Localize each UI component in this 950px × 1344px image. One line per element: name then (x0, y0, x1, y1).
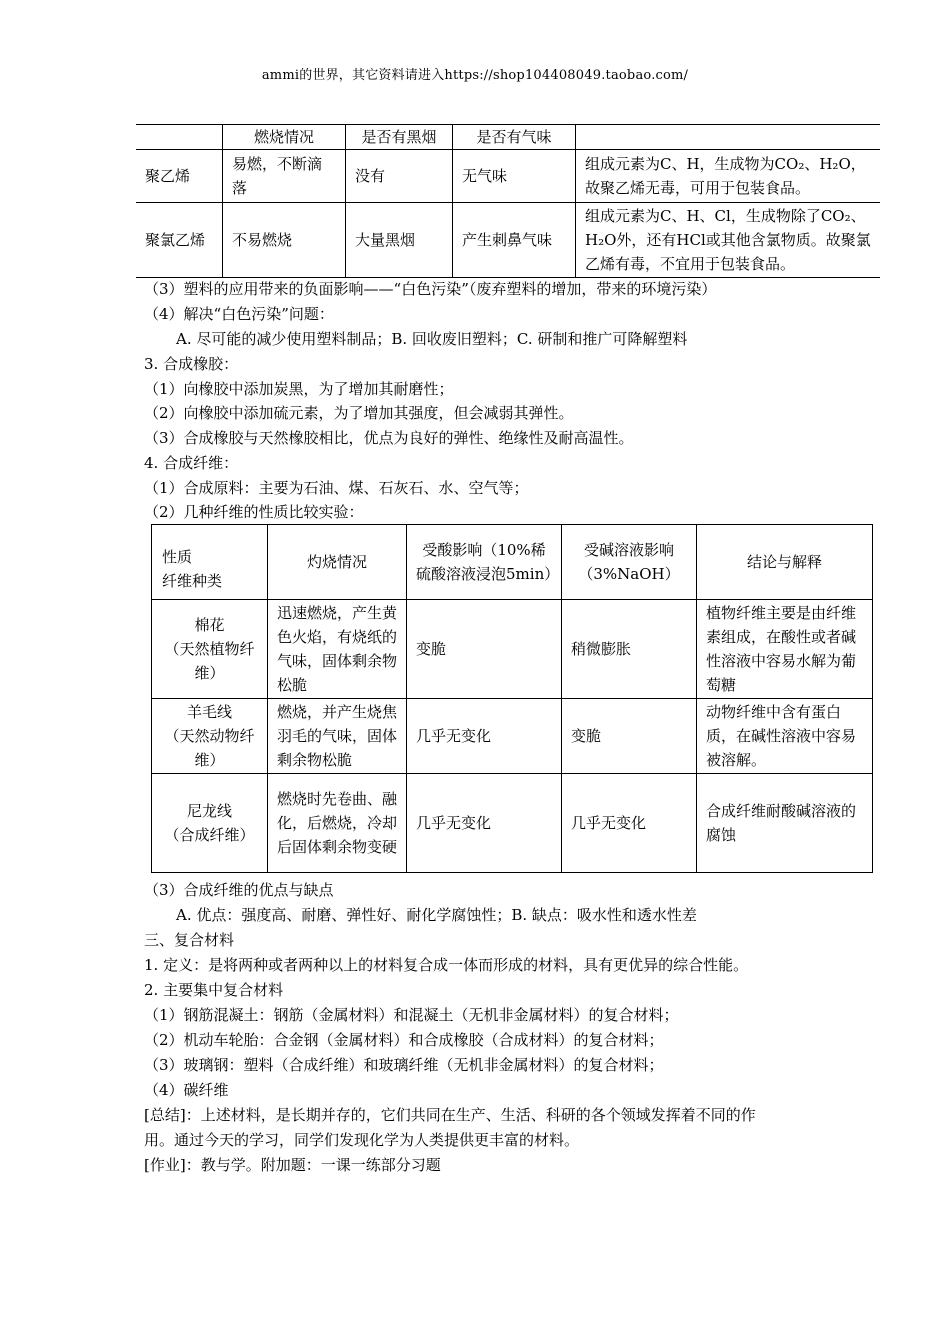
table-cell: 稍微膨胀 (562, 600, 697, 699)
section-heading: 2. 主要集中复合材料 (144, 981, 284, 999)
table-header-cell (152, 525, 268, 600)
table-header-row (152, 525, 873, 600)
text-line: 1. 定义：是将两种或者两种以上的材料复合成一体而形成的材料，具有更优异的综合性能。 (144, 956, 749, 974)
table-cell: 没有 (346, 150, 453, 203)
text-line: [作业]：教与学。附加题：一课一练部分习题 (144, 1156, 441, 1174)
table-cell: 燃烧时先卷曲、融化，后燃烧，冷却后固体剩余物变硬 (268, 774, 407, 873)
table-header-cell (576, 125, 881, 150)
text-line: （3）玻璃钢：塑料（合成纤维）和玻璃纤维（无机非金属材料）的复合材料； (144, 1056, 664, 1074)
section-heading: 3. 合成橡胶： (144, 355, 239, 373)
table-header-row (136, 125, 880, 150)
table-cell: 几乎无变化 (407, 699, 562, 774)
table-cell: 聚氯乙烯 (136, 203, 223, 278)
table-cell: 不易燃烧 (223, 203, 346, 278)
table-cell: 组成元素为C、H、Cl，生成物除了CO₂、H₂O外，还有HCl或其他含氯物质。故聚氯乙烯有毒，不宜用于包装食品。 (576, 203, 881, 278)
table-cell: 组成元素为C、H，生成物为CO₂、H₂O，故聚乙烯无毒，可用于包装食品。 (576, 150, 881, 203)
table-row (136, 150, 880, 203)
section-heading: 三、复合材料 (144, 931, 235, 949)
fiber-name: 羊毛线 (186, 703, 232, 721)
text-line: （4）解决“白色污染”问题： (144, 305, 334, 323)
fiber-type: （天然植物纤维） (164, 640, 255, 682)
table-header-cell: 受酸影响（10%稀硫酸溶液浸泡5min） (407, 525, 562, 600)
table-cell: 大量黑烟 (346, 203, 453, 278)
fiber-type: （合成纤维） (164, 826, 255, 844)
table-cell: 几乎无变化 (407, 774, 562, 873)
table-cell: 聚乙烯 (136, 150, 223, 203)
diag-label-bottom: 纤维种类 (162, 572, 223, 590)
table-header-cell: 是否有气味 (453, 125, 576, 150)
fiber-name: 尼龙线 (186, 802, 232, 820)
table-cell: 变脆 (407, 600, 562, 699)
text-line: （2）几种纤维的性质比较实验： (144, 503, 364, 521)
page-header: ammi的世界，其它资料请进入https://shop104408049.taobao.com/ (261, 68, 689, 83)
fiber-comparison-table (151, 524, 873, 873)
text-line: （1）钢筋混凝土：钢筋（金属材料）和混凝土（无机非金属材料）的复合材料； (144, 1006, 679, 1024)
table-cell: 迅速燃烧，产生黄色火焰，有烧纸的气味，固体剩余物松脆 (268, 600, 407, 699)
table-cell (152, 600, 268, 699)
text-line: （1）合成原料：主要为石油、煤、石灰石、水、空气等； (144, 479, 529, 497)
text-line: 用。通过今天的学习，同学们发现化学为人类提供更丰富的材料。 (144, 1131, 580, 1149)
fiber-type: （天然动物纤维） (164, 727, 255, 769)
fiber-name: 棉花 (194, 616, 225, 634)
section-heading: 4. 合成纤维： (144, 454, 239, 472)
table-row (152, 774, 873, 873)
text-line: [总结]：上述材料，是长期并存的，它们共同在生产、生活、科研的各个领域发挥着不同的作 (144, 1106, 756, 1124)
table-cell: 几乎无变化 (562, 774, 697, 873)
table-header-cell (136, 125, 223, 150)
table-cell: 无气味 (453, 150, 576, 203)
table-cell: 产生刺鼻气味 (453, 203, 576, 278)
text-line: （3）合成橡胶与天然橡胶相比，优点为良好的弹性、绝缘性及耐高温性。 (144, 429, 634, 447)
table-row (152, 600, 873, 699)
text-line: A. 优点：强度高、耐磨、弹性好、耐化学腐蚀性；B. 缺点：吸水性和透水性差 (176, 906, 697, 924)
table-cell: 动物纤维中含有蛋白质，在碱性溶液中容易被溶解。 (697, 699, 873, 774)
table-header-cell: 燃烧情况 (223, 125, 346, 150)
table-row (136, 203, 880, 278)
plastic-comparison-table (136, 124, 880, 278)
table-cell: 合成纤维耐酸碱溶液的腐蚀 (697, 774, 873, 873)
table-row (152, 699, 873, 774)
table-cell: 变脆 (562, 699, 697, 774)
table-cell: 易燃，不断滴落 (223, 150, 346, 203)
text-line: （1）向橡胶中添加炭黑，为了增加其耐磨性； (144, 380, 454, 398)
text-line: （4）碳纤维 (144, 1081, 229, 1099)
text-line: （2）向橡胶中添加硫元素，为了增加其强度，但会减弱其弹性。 (144, 404, 574, 422)
table-cell (152, 699, 268, 774)
text-line: （3）塑料的应用带来的负面影响——“白色污染”（废弃塑料的增加，带来的环境污染） (144, 280, 717, 298)
text-line: （3）合成纤维的优点与缺点 (144, 881, 334, 899)
table-cell: 燃烧，并产生烧焦羽毛的气味，固体剩余物松脆 (268, 699, 407, 774)
table-cell (152, 774, 268, 873)
table-header-cell: 是否有黑烟 (346, 125, 453, 150)
text-line: A. 尽可能的减少使用塑料制品；B. 回收废旧塑料；C. 研制和推广可降解塑料 (176, 330, 688, 348)
table-header-cell: 受碱溶液影响（3%NaOH） (562, 525, 697, 600)
diag-label-top: 性质 (162, 548, 193, 566)
table-header-cell: 结论与解释 (697, 525, 873, 600)
table-cell: 植物纤维主要是由纤维素组成，在酸性或者碱性溶液中容易水解为葡萄糖 (697, 600, 873, 699)
table-header-cell: 灼烧情况 (268, 525, 407, 600)
text-line: （2）机动车轮胎：合金钢（金属材料）和合成橡胶（合成材料）的复合材料； (144, 1031, 664, 1049)
